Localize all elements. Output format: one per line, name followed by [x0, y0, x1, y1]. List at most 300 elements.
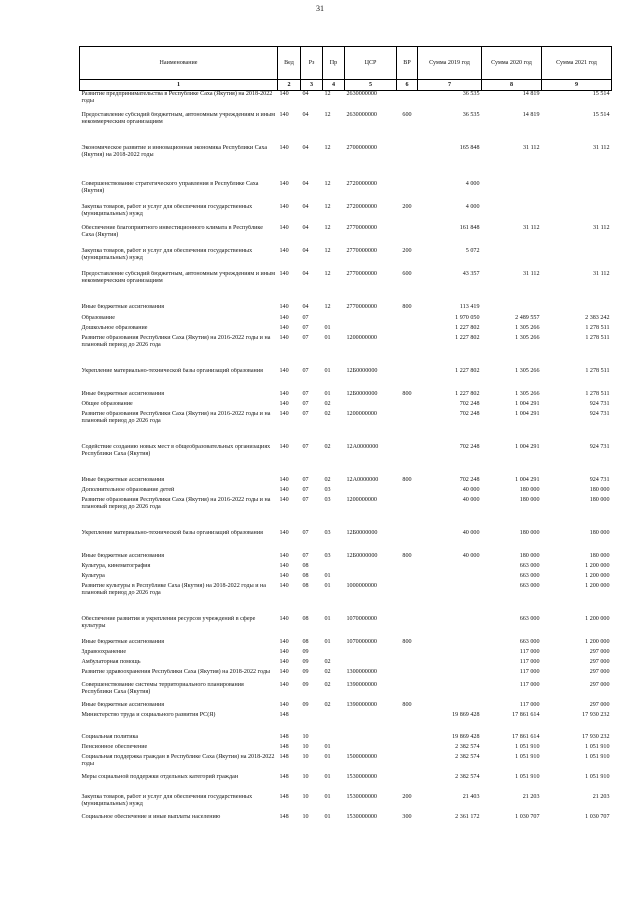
cell-s3: 1 051 910: [585, 743, 610, 750]
cell-rz: 04: [302, 91, 309, 97]
cell-s2: 14 819: [522, 91, 540, 97]
cell-csr: 1530000000: [346, 773, 377, 780]
cell-pr: 01: [324, 743, 331, 750]
cell-s2: 1 051 910: [515, 773, 540, 780]
cell-csr: [345, 487, 397, 497]
table-row: [80, 754, 612, 774]
cell-ved: 140: [279, 572, 289, 579]
cell-ved: 140: [279, 681, 289, 688]
index-cell: 7: [418, 80, 482, 91]
cell-vr: [397, 563, 418, 573]
cell-pr: 03: [324, 486, 331, 493]
cell-ved: 140: [279, 180, 289, 187]
table-row: [80, 682, 612, 702]
table-row: [80, 563, 612, 573]
cell-s2: 1 004 291: [515, 476, 540, 483]
cell-csr: 1530000000: [346, 813, 377, 820]
cell-rz: 07: [302, 476, 309, 483]
index-cell: 3: [301, 80, 323, 91]
cell-s3: 1 278 511: [585, 324, 610, 331]
cell-name: Министерство труда и социального развития РС(Я): [81, 711, 216, 718]
cell-name: Меры социальной поддержки отдельных категорий граждан: [81, 773, 239, 780]
cell-rz: 07: [302, 552, 309, 559]
cell-name: Предоставление субсидий бюджетным, автономным учреждениям и иным некоммерческим организациям: [81, 270, 275, 284]
cell-name: Культура, кинематография: [81, 562, 151, 569]
index-row: [80, 80, 612, 91]
header-vr: ВР: [397, 47, 418, 80]
cell-s3: 924 731: [589, 443, 610, 450]
header-ved: Вед: [278, 47, 301, 80]
cell-s1: 43 357: [462, 270, 480, 277]
table-row: [80, 411, 612, 444]
cell-csr: [345, 734, 397, 744]
cell-pr: 12: [324, 111, 331, 118]
cell-name: Пенсионное обеспечение: [81, 743, 148, 750]
cell-s2: [482, 248, 542, 271]
cell-vr: [397, 659, 418, 669]
cell-pr: 01: [324, 390, 331, 397]
cell-rz: 10: [302, 733, 309, 740]
cell-pr: 01: [324, 753, 331, 760]
cell-s2: 2 489 557: [515, 314, 540, 321]
cell-rz: 07: [302, 367, 309, 374]
cell-pr: 12: [324, 203, 331, 210]
cell-s3: [542, 304, 612, 315]
cell-vr: [397, 573, 418, 583]
cell-name: Амбулаторная помощь: [81, 658, 141, 665]
cell-s2: 117 000: [519, 668, 540, 675]
cell-ved: 140: [279, 367, 289, 374]
cell-pr: 12: [324, 144, 331, 151]
cell-rz: 04: [302, 247, 309, 254]
cell-s2: 117 000: [519, 681, 540, 688]
cell-s1: [418, 639, 482, 649]
table-row: [80, 774, 612, 794]
cell-rz: 07: [302, 324, 309, 331]
cell-name: Укрепление материально-технической базы организаций образования: [81, 529, 263, 536]
cell-s3: 180 000: [589, 496, 610, 503]
cell-s3: [542, 181, 612, 204]
cell-name: Иные бюджетные ассигнования: [81, 638, 165, 645]
cell-s1: 702 248: [459, 410, 480, 417]
cell-vr: [397, 181, 418, 204]
cell-vr: 600: [402, 111, 412, 118]
cell-vr: [397, 734, 418, 744]
cell-rz: 09: [302, 668, 309, 675]
cell-rz: 07: [302, 529, 309, 536]
cell-rz: 04: [302, 270, 309, 277]
cell-csr: 2770000000: [346, 270, 377, 277]
cell-s2: 180 000: [519, 496, 540, 503]
cell-csr: 12Б0000000: [346, 367, 378, 374]
table-row: [80, 583, 612, 616]
cell-pr: 01: [324, 793, 331, 800]
cell-csr: 1530000000: [346, 793, 377, 800]
cell-ved: 140: [279, 303, 289, 310]
cell-vr: [397, 583, 418, 616]
cell-csr: 1390000000: [346, 681, 377, 688]
cell-csr: 1300000000: [346, 668, 377, 675]
table-row: [80, 734, 612, 744]
cell-ved: 140: [279, 270, 289, 277]
table-row: [80, 616, 612, 639]
cell-vr: [397, 649, 418, 659]
cell-s3: 1 200 000: [585, 572, 610, 579]
cell-ved: 140: [279, 111, 289, 118]
cell-s2: 663 000: [519, 638, 540, 645]
cell-name: Социальная поддержка граждан в Республике Саха (Якутия) на 2018-2022 годы: [81, 753, 275, 767]
cell-vr: [397, 145, 418, 181]
cell-pr: [323, 712, 345, 734]
cell-s1: 40 000: [462, 552, 480, 559]
cell-rz: 09: [302, 648, 309, 655]
cell-pr: 03: [324, 496, 331, 503]
cell-ved: 148: [279, 743, 289, 750]
cell-pr: 01: [324, 572, 331, 579]
cell-s1: 40 000: [462, 486, 480, 493]
cell-rz: 10: [302, 813, 309, 820]
table-row: [80, 744, 612, 754]
cell-csr: [345, 573, 397, 583]
cell-name: Развитие образования Республики Саха (Якутия) на 2016-2022 годы и на плановый период до 2026 года: [81, 410, 271, 424]
cell-s2: 1 051 910: [515, 743, 540, 750]
cell-rz: 08: [302, 638, 309, 645]
header-rz: Рз: [301, 47, 323, 80]
cell-s3: 180 000: [589, 552, 610, 559]
cell-rz: 07: [302, 410, 309, 417]
cell-name: Обеспечение благоприятного инвестиционного климата в Республике Саха (Якутия): [81, 224, 263, 238]
cell-s3: 1 030 707: [585, 813, 610, 820]
cell-csr: 1200000000: [346, 334, 377, 341]
table-row: [80, 530, 612, 553]
cell-rz: 07: [302, 390, 309, 397]
cell-vr: 800: [402, 303, 412, 310]
cell-name: Содействие созданию новых мест в общеобразовательных организациях Республики Саха (Якутия): [81, 443, 271, 457]
cell-s2: 663 000: [519, 582, 540, 589]
cell-s2: 14 819: [522, 111, 540, 118]
cell-csr: 1200000000: [346, 496, 377, 503]
cell-csr: 1500000000: [346, 753, 377, 760]
cell-s2: 17 861 614: [512, 711, 540, 718]
cell-name: Социальная политика: [81, 733, 139, 740]
cell-s1: 2 361 172: [455, 813, 480, 820]
cell-s2: 663 000: [519, 562, 540, 569]
cell-s3: 1 200 000: [585, 638, 610, 645]
table-row: [80, 225, 612, 248]
cell-s1: [418, 563, 482, 573]
cell-s1: 36 535: [462, 111, 480, 118]
cell-csr: 1390000000: [346, 701, 377, 708]
cell-ved: 140: [279, 410, 289, 417]
cell-name: Развитие образования Республики Саха (Якутия) на 2016-2022 годы и на плановый период до 2026 года: [81, 334, 271, 348]
cell-s2: 180 000: [519, 529, 540, 536]
cell-s2: 1 004 291: [515, 443, 540, 450]
cell-rz: 07: [302, 334, 309, 341]
cell-csr: [345, 325, 397, 335]
cell-pr: 12: [324, 180, 331, 187]
cell-name: Иные бюджетные ассигнования: [81, 390, 165, 397]
cell-rz: 10: [302, 773, 309, 780]
cell-vr: [397, 497, 418, 530]
cell-rz: 04: [302, 144, 309, 151]
cell-vr: 800: [402, 476, 412, 483]
cell-s1: 40 000: [462, 496, 480, 503]
cell-s2: 31 112: [522, 224, 540, 231]
header-csr: ЦСР: [345, 47, 397, 80]
cell-ved: 148: [279, 753, 289, 760]
cell-s2: 1 051 910: [515, 753, 540, 760]
header-pr: Пр: [323, 47, 345, 80]
cell-csr: 12Б0000000: [346, 390, 378, 397]
cell-rz: 08: [302, 582, 309, 589]
cell-name: Экономическое развитие и инновационная экономика Республики Саха (Якутия) на 2018-2022 годы: [81, 144, 268, 158]
cell-s1: 165 848: [459, 144, 480, 151]
cell-csr: [345, 744, 397, 754]
cell-s3: 180 000: [589, 529, 610, 536]
cell-pr: 12: [324, 91, 331, 97]
cell-ved: 140: [279, 648, 289, 655]
cell-s3: 1 200 000: [585, 615, 610, 622]
cell-name: Общее образование: [81, 400, 133, 407]
cell-csr: 2720000000: [346, 180, 377, 187]
cell-s1: 4 000: [465, 203, 480, 210]
cell-name: Закупка товаров, работ и услуг для обеспечения государственных (муниципальных) нужд: [81, 793, 253, 807]
cell-s3: 297 000: [589, 658, 610, 665]
cell-vr: [397, 315, 418, 325]
cell-s1: 702 248: [459, 400, 480, 407]
cell-vr: 800: [402, 390, 412, 397]
cell-csr: 1070000000: [346, 638, 377, 645]
cell-vr: [397, 444, 418, 477]
cell-ved: 140: [279, 224, 289, 231]
cell-pr: 01: [324, 324, 331, 331]
cell-ved: 148: [279, 773, 289, 780]
cell-name: Предоставление субсидий бюджетным, автономным учреждениям и иным некоммерческим организациям: [81, 111, 275, 125]
cell-vr: [397, 682, 418, 702]
cell-s3: 21 203: [592, 793, 610, 800]
table-row: [80, 659, 612, 669]
cell-s1: 19 869 428: [452, 711, 480, 718]
index-cell: 4: [323, 80, 345, 91]
cell-pr: 01: [324, 334, 331, 341]
cell-pr: 12: [324, 303, 331, 310]
cell-s3: 297 000: [589, 681, 610, 688]
cell-ved: 140: [279, 529, 289, 536]
index-cell: 8: [482, 80, 542, 91]
cell-s2: 663 000: [519, 572, 540, 579]
table-row: [80, 639, 612, 649]
cell-s3: 17 930 232: [582, 711, 610, 718]
cell-s3: 1 278 511: [585, 367, 610, 374]
cell-s2: 1 004 291: [515, 410, 540, 417]
cell-rz: 07: [302, 314, 309, 321]
table-row: [80, 368, 612, 391]
cell-pr: 01: [324, 638, 331, 645]
cell-rz: 09: [302, 701, 309, 708]
table-row: [80, 248, 612, 271]
cell-csr: 12А0000000: [346, 443, 379, 450]
header-row: [80, 47, 612, 80]
cell-pr: 02: [324, 443, 331, 450]
cell-csr: 12Б0000000: [346, 552, 378, 559]
cell-rz: 07: [302, 496, 309, 503]
cell-csr: 2720000000: [346, 203, 377, 210]
cell-name: Закупка товаров, работ и услуг для обеспечения государственных (муниципальных) нужд: [81, 247, 253, 261]
cell-name: Дополнительное образование детей: [81, 486, 175, 493]
cell-csr: 2630000000: [346, 111, 377, 118]
cell-pr: 03: [324, 552, 331, 559]
table-row: [80, 391, 612, 401]
page-number: 31: [316, 4, 324, 13]
cell-rz: 07: [302, 486, 309, 493]
index-cell: 1: [80, 80, 278, 91]
cell-s2: 180 000: [519, 486, 540, 493]
cell-rz: 10: [302, 793, 309, 800]
cell-ved: 140: [279, 247, 289, 254]
cell-ved: 140: [279, 496, 289, 503]
header-name: Наименование: [80, 47, 278, 80]
cell-name: Дошкольное образование: [81, 324, 148, 331]
cell-vr: [397, 530, 418, 553]
cell-name: Развитие культуры в Республике Саха (Якутия) на 2018-2022 годы и на плановый период до 2026 года: [81, 582, 266, 596]
cell-rz: 08: [302, 615, 309, 622]
cell-name: Иные бюджетные ассигнования: [81, 701, 165, 708]
cell-s3: 1 200 000: [585, 582, 610, 589]
cell-ved: 140: [279, 91, 289, 97]
cell-csr: [345, 563, 397, 573]
cell-rz: 04: [302, 111, 309, 118]
cell-vr: 200: [402, 793, 412, 800]
cell-csr: 2770000000: [346, 303, 377, 310]
cell-pr: 02: [324, 681, 331, 688]
cell-csr: [345, 315, 397, 325]
table-row: [80, 401, 612, 411]
table-row: [80, 497, 612, 530]
cell-s2: 1 305 266: [515, 367, 540, 374]
cell-ved: 148: [279, 711, 289, 718]
cell-s3: 924 731: [589, 410, 610, 417]
cell-ved: 140: [279, 324, 289, 331]
cell-s3: 1 278 511: [585, 334, 610, 341]
cell-pr: 01: [324, 615, 331, 622]
cell-s2: 21 203: [522, 793, 540, 800]
cell-s3: 297 000: [589, 648, 610, 655]
cell-vr: 800: [402, 701, 412, 708]
cell-s2: 663 000: [519, 615, 540, 622]
cell-name: Совершенствование стратегического управления в Республике Саха (Якутия): [81, 180, 259, 194]
cell-rz: 09: [302, 658, 309, 665]
header-sum-2021: Сумма 2021 год: [542, 47, 612, 80]
cell-vr: [397, 91, 418, 112]
cell-csr: 12А0000000: [346, 476, 379, 483]
cell-s2: 1 305 266: [515, 324, 540, 331]
index-cell: 2: [278, 80, 301, 91]
cell-s1: [418, 616, 482, 639]
cell-ved: 140: [279, 314, 289, 321]
cell-s3: 31 112: [592, 224, 610, 231]
cell-name: Развитие предпринимательства в Республике Саха (Якутия) на 2018-2022 годы: [81, 91, 273, 104]
table-row: [80, 573, 612, 583]
cell-rz: 07: [302, 400, 309, 407]
cell-s1: 21 403: [462, 793, 480, 800]
cell-ved: 148: [279, 813, 289, 820]
cell-s3: 2 383 242: [585, 314, 610, 321]
cell-s3: 1 051 910: [585, 753, 610, 760]
index-cell: 9: [542, 80, 612, 91]
cell-vr: [397, 744, 418, 754]
cell-s1: 40 000: [462, 529, 480, 536]
cell-pr: 02: [324, 668, 331, 675]
header-sum-2019: Сумма 2019 год: [418, 47, 482, 80]
cell-name: Развитие образования Республики Саха (Якутия) на 2016-2022 годы и на плановый период до 2026 года: [81, 496, 271, 510]
cell-ved: 140: [279, 562, 289, 569]
table-row: [80, 315, 612, 325]
cell-name: Закупка товаров, работ и услуг для обеспечения государственных (муниципальных) нужд: [81, 203, 253, 217]
cell-vr: [397, 487, 418, 497]
cell-name: Иные бюджетные ассигнования: [81, 476, 165, 483]
cell-vr: 600: [402, 270, 412, 277]
table-row: [80, 794, 612, 814]
cell-vr: 800: [402, 638, 412, 645]
cell-s2: 1 004 291: [515, 400, 540, 407]
cell-s2: 31 112: [522, 270, 540, 277]
cell-ved: 140: [279, 668, 289, 675]
cell-pr: 12: [324, 247, 331, 254]
cell-pr: 01: [324, 367, 331, 374]
cell-s3: 17 930 232: [582, 733, 610, 740]
cell-s3: 924 731: [589, 400, 610, 407]
cell-ved: 148: [279, 793, 289, 800]
table-row: [80, 444, 612, 477]
cell-s1: 1 227 802: [455, 334, 480, 341]
cell-pr: 01: [324, 813, 331, 820]
cell-csr: [345, 659, 397, 669]
cell-pr: [323, 563, 345, 573]
cell-ved: 140: [279, 638, 289, 645]
cell-vr: [397, 325, 418, 335]
cell-vr: [397, 774, 418, 794]
cell-s1: [418, 573, 482, 583]
cell-rz: 09: [302, 681, 309, 688]
cell-name: Иные бюджетные ассигнования: [81, 303, 165, 310]
cell-name: Культура: [81, 572, 105, 579]
cell-vr: [397, 401, 418, 411]
cell-pr: 02: [324, 476, 331, 483]
cell-vr: [397, 669, 418, 682]
cell-ved: 140: [279, 334, 289, 341]
cell-ved: 140: [279, 486, 289, 493]
cell-s1: 702 248: [459, 476, 480, 483]
cell-s2: [482, 181, 542, 204]
cell-name: Социальное обеспечение и иные выплаты населению: [81, 813, 221, 820]
table-row: [80, 271, 612, 304]
cell-vr: [397, 225, 418, 248]
cell-s2: 1 305 266: [515, 390, 540, 397]
cell-s3: 297 000: [589, 701, 610, 708]
cell-s1: [418, 649, 482, 659]
cell-csr: 2700000000: [346, 144, 377, 151]
cell-csr: [345, 712, 397, 734]
cell-csr: 2770000000: [346, 224, 377, 231]
cell-name: Совершенствование системы территориального планирования Республики Саха (Якутия): [81, 681, 244, 695]
cell-s1: [418, 682, 482, 702]
cell-vr: 300: [402, 813, 412, 820]
cell-vr: [397, 754, 418, 774]
cell-vr: 200: [402, 247, 412, 254]
cell-name: Здравоохранение: [81, 648, 127, 655]
cell-csr: 1200000000: [346, 410, 377, 417]
cell-name: Обеспечение развития и укрепления ресурсов учреждений в сфере культуры: [81, 615, 256, 629]
